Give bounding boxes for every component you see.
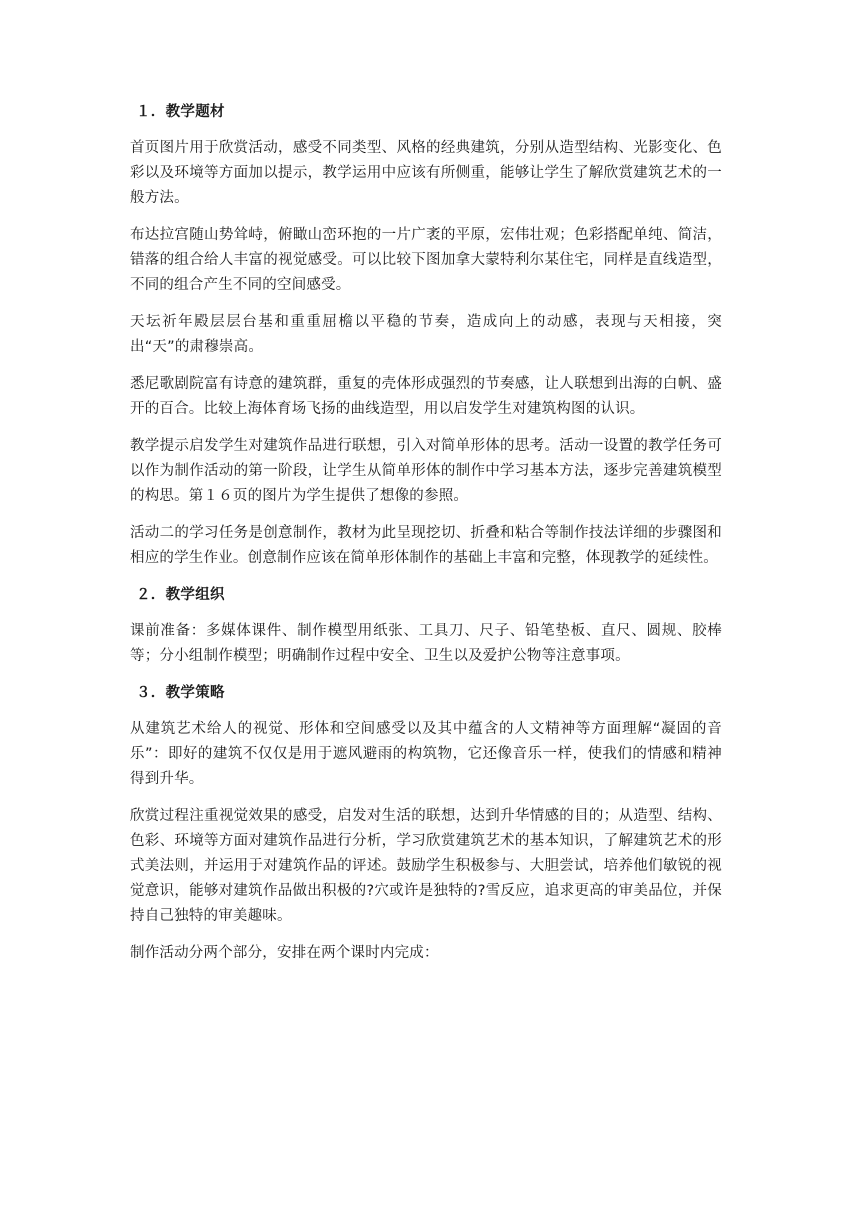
section-heading-teaching-organization: ２．教学组织 <box>136 587 225 603</box>
paragraph: 布达拉宫随山势耸峙，俯瞰山峦环抱的一片广袤的平原，宏伟壮观；色彩搭配单纯、简洁，错落的组合给人丰富的视觉感受。可以比较下图加拿大蒙特利尔某住宅，同样是直线造型，不同的组合产生不同的空间感受。 <box>130 227 722 293</box>
paragraph: 天坛祈年殿层层台基和重重屈檐以平稳的节奏，造成向上的动感，表现与天相接，突出“天”的肃穆崇高。 <box>130 314 722 355</box>
paragraph: 制作活动分两个部分，安排在两个课时内完成： <box>130 945 439 961</box>
paragraph: 从建筑艺术给人的视觉、形体和空间感受以及其中蕴含的人文精神等方面理解“凝固的音乐”：即好的建筑不仅仅是用于遮风避雨的构筑物，它还像音乐一样，使我们的情感和精神得到升华。 <box>130 721 722 787</box>
paragraph: 课前准备：多媒体课件、制作模型用纸张、工具刀、尺子、铅笔垫板、直尺、圆规、胶棒等；分小组制作模型；明确制作过程中安全、卫生以及爱护公物等注意事项。 <box>130 623 722 664</box>
paragraph: 教学提示启发学生对建筑作品进行联想，引入对简单形体的思考。活动一设置的教学任务可以作为制作活动的第一阶段，让学生从简单形体的制作中学习基本方法，逐步完善建筑模型的构思。第１６页的图片为学生提供了想像的参照。 <box>130 438 722 504</box>
section-heading-teaching-material: １．教学题材 <box>136 104 225 120</box>
paragraph: 悉尼歌剧院富有诗意的建筑群，重复的壳体形成强烈的节奏感，让人联想到出海的白帆、盛开的百合。比较上海体育场飞扬的曲线造型，用以启发学生对建筑构图的认识。 <box>130 376 722 417</box>
section-heading-teaching-strategy: ３．教学策略 <box>136 685 225 701</box>
paragraph: 活动二的学习任务是创意制作，教材为此呈现挖切、折叠和粘合等制作技法详细的步骤图和相应的学生作业。创意制作应该在简单形体制作的基础上丰富和完整，体现教学的延续性。 <box>130 525 722 566</box>
paragraph: 首页图片用于欣赏活动，感受不同类型、风格的经典建筑，分别从造型结构、光影变化、色彩以及环境等方面加以提示，教学运用中应该有所侧重，能够让学生了解欣赏建筑艺术的一般方法。 <box>130 140 722 206</box>
paragraph: 欣赏过程注重视觉效果的感受，启发对生活的联想，达到升华情感的目的；从造型、结构、色彩、环境等方面对建筑作品进行分析，学习欣赏建筑艺术的基本知识，了解建筑艺术的形式美法则，并运用于对建筑作品的评述。鼓励学生积极参与、大胆尝试，培养他们敏锐的视觉意识，能够对建筑作品做出积极的?穴或许是独特的?雪反应，追求更高的审美品位，并保持自己独特的审美趣味。 <box>130 808 722 924</box>
document-body <box>130 100 722 978</box>
